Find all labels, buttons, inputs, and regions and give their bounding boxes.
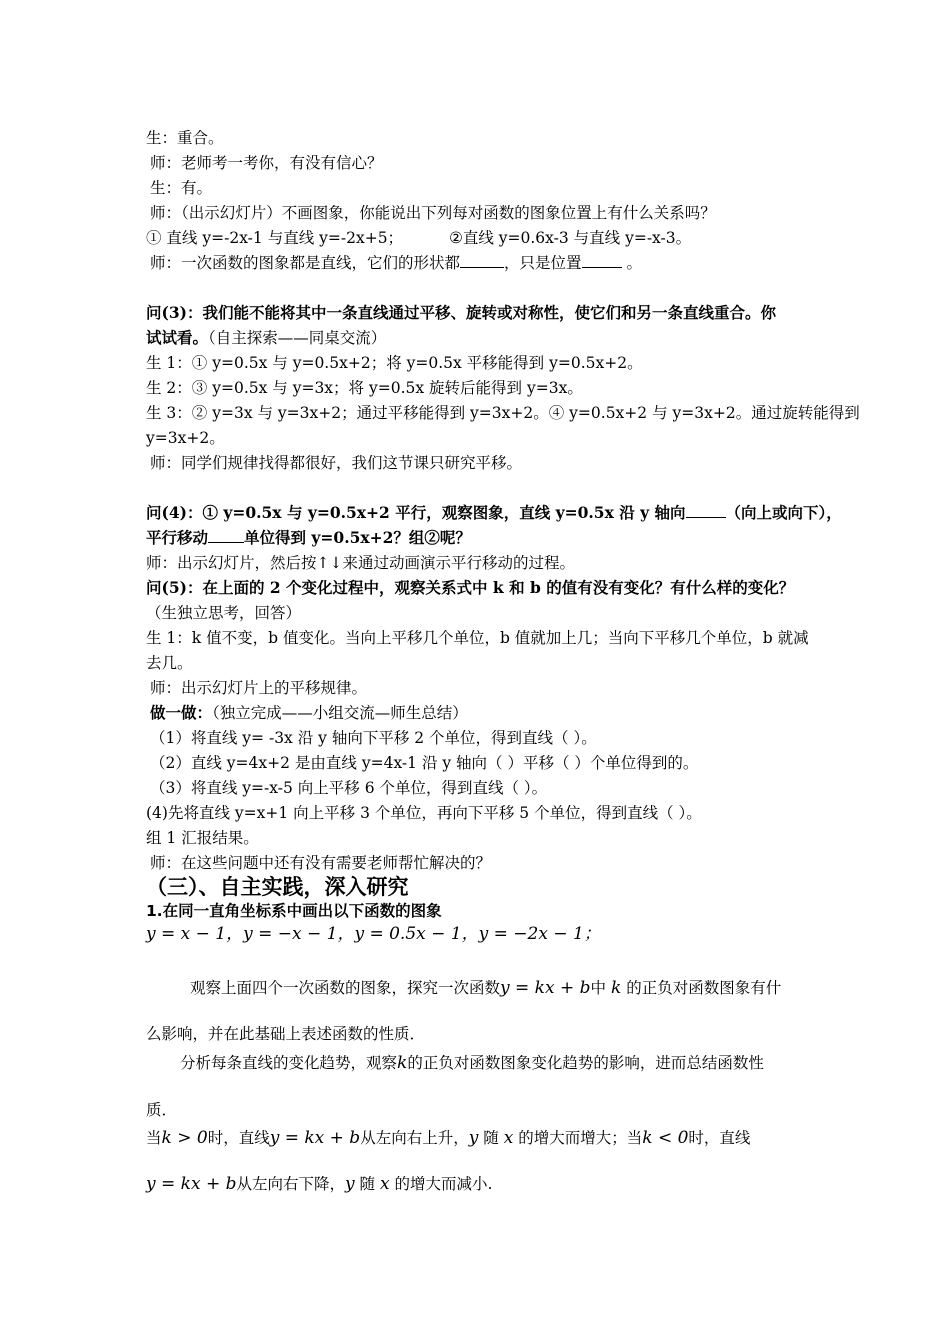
dialogue-line xyxy=(146,128,224,148)
text: 师：一次函数的图象都是直线，它们的形状都 xyxy=(150,254,461,272)
formula: k < 0 xyxy=(642,1128,689,1148)
text: 单位得到 y=0.5x+2？组②呢？ xyxy=(244,528,471,547)
text: 的正负对函数图象有什 xyxy=(626,979,782,997)
formula: x xyxy=(380,1174,390,1194)
question-3 xyxy=(146,303,776,323)
text: ，只是位置 xyxy=(504,254,582,272)
text: （生独立思考，回答） xyxy=(146,604,302,622)
formula: y xyxy=(345,1174,355,1194)
answer-blank xyxy=(208,528,244,543)
question-pairs-line xyxy=(146,228,691,248)
formula: k > 0 xyxy=(161,1128,208,1148)
text: 做一做： xyxy=(150,703,213,722)
exercise-item xyxy=(150,778,547,798)
dialogue-line xyxy=(150,203,716,223)
question-3-cont xyxy=(146,328,386,348)
text: （3）将直线 y=-x-5 向上平移 6 个单位，得到直线（ ）。 xyxy=(150,779,548,797)
formula: k xyxy=(610,978,622,998)
text: 么影响，并在此基础上表述函数的性质． xyxy=(146,1025,426,1043)
text: （2）直线 y=4x+2 是由直线 y=4x-1 沿 y 轴向（ ）平移（ ）个单位得到的。 xyxy=(150,754,699,772)
formula: y = kx + b xyxy=(500,978,591,998)
formula: y = kx + b xyxy=(146,1174,237,1194)
dialogue-line xyxy=(150,178,212,198)
text: y=3x+2。 xyxy=(146,429,225,447)
teacher-line xyxy=(146,553,575,573)
text: 从左向右上升， xyxy=(360,1129,469,1147)
answer-blank xyxy=(582,253,622,268)
text: 的增大而增大；当 xyxy=(518,1129,643,1147)
fill-blank-line xyxy=(150,253,642,273)
paragraph-line xyxy=(146,1024,425,1044)
exercise-item xyxy=(150,753,698,773)
exercise-item xyxy=(150,728,597,748)
answer-blank xyxy=(460,253,504,268)
text: 平行移动 xyxy=(146,528,209,547)
text: 师：老师考一考你，有没有信心？ xyxy=(150,154,383,172)
text: 的增大而减小. xyxy=(394,1175,493,1193)
student-answer-cont xyxy=(146,428,225,448)
student-answer xyxy=(146,628,809,648)
report-line xyxy=(146,828,259,848)
text: 当 xyxy=(146,1129,162,1147)
text: 从左向右下降， xyxy=(236,1175,345,1193)
text: 生：有。 xyxy=(150,179,213,197)
text: 师：出示幻灯片，然后按↑↓来通过动画演示平行移动的过程。 xyxy=(146,554,575,572)
student-answer xyxy=(146,378,583,398)
text: （三）、自主实践，深入研究 xyxy=(146,875,409,899)
text: y = x − 1，y = −x − 1，y = 0.5x − 1，y = −2x − 1； xyxy=(146,924,601,944)
question-5 xyxy=(146,578,794,598)
instruction-line xyxy=(146,603,301,623)
text: 质． xyxy=(146,1101,178,1119)
function-list xyxy=(146,924,601,944)
text: 时，直线 xyxy=(688,1129,751,1147)
paragraph-line xyxy=(146,1100,177,1120)
text: 师：同学们规律找得都很好，我们这节课只研究平移。 xyxy=(150,454,523,472)
text: 去几。 xyxy=(146,654,193,672)
text: (4)先将直线 y=x+1 向上平移 3 个单位，再向下平移 5 个单位，得到直线（ ）。 xyxy=(146,804,702,822)
paragraph-line xyxy=(190,978,781,998)
teacher-line xyxy=(150,678,367,698)
text: 问(5)：在上面的 2 个变化过程中，观察关系式中 k 和 b 的值有没有变化？有什么样的变化？ xyxy=(146,578,795,597)
text: 观察上面四个一次函数的图象，探究一次函数 xyxy=(190,979,501,997)
text: 1.在同一直角坐标系中画出以下函数的图象 xyxy=(146,902,442,920)
text: （1）将直线 y= -3x 沿 y 轴向下平移 2 个单位，得到直线（ ）。 xyxy=(150,729,597,747)
text: 时，直线 xyxy=(207,1129,270,1147)
text: 随 xyxy=(359,1175,376,1193)
answer-blank xyxy=(686,503,726,518)
text: 组 1 汇报结果。 xyxy=(146,829,259,847)
text: 。 xyxy=(626,254,642,272)
text: ① 直线 y=-2x-1 与直线 y=-2x+5； xyxy=(146,229,404,247)
text: ②直线 y=0.6x-3 与直线 y=-x-3。 xyxy=(448,229,692,247)
text: 的正负对函数图象变化趋势的影响，进而总结函数性 xyxy=(407,1054,764,1072)
text: 师：出示幻灯片上的平移规律。 xyxy=(150,679,368,697)
text: 生：重合。 xyxy=(146,129,224,147)
student-answer-cont xyxy=(146,653,193,673)
text: 问(4)：① y=0.5x 与 y=0.5x+2 平行，观察图象，直线 y=0.5x 沿 y 轴向 xyxy=(146,503,686,522)
text: 随 xyxy=(483,1129,499,1147)
text: （向上或向下）， xyxy=(725,503,842,522)
text: 生 1：k 值不变，b 值变化。当向上平移几个单位，b 值就加上几；当向下平移几个单位，b 就减 xyxy=(146,629,809,647)
subsection-heading xyxy=(146,901,442,921)
text: 问(3)：我们能不能将其中一条直线通过平移、旋转或对称性，使它们和另一条直线重合。你 xyxy=(146,303,776,322)
text: （自主探索——同桌交流） xyxy=(208,329,387,347)
exercise-heading xyxy=(150,703,468,723)
exercise-item xyxy=(146,803,702,823)
student-answer xyxy=(146,403,860,423)
text: 师：在这些问题中还有没有需要老师帮忙解决的？ xyxy=(150,854,492,872)
question-4 xyxy=(146,503,842,523)
text: （独立完成——小组交流—师生总结） xyxy=(212,704,468,722)
formula: y xyxy=(468,1128,479,1148)
section-heading xyxy=(146,874,409,900)
teacher-line xyxy=(150,453,522,473)
text: 生 2：③ y=0.5x 与 y=3x；将 y=0.5x 旋转后能得到 y=3x。 xyxy=(146,379,583,397)
formula: k xyxy=(397,1053,408,1073)
text: 生 3：② y=3x 与 y=3x+2；通过平移能得到 y=3x+2。④ y=0.5x+2 与 y=3x+2。通过旋转能得到 xyxy=(146,404,860,422)
paragraph-line xyxy=(146,1174,492,1194)
text: 试试看。 xyxy=(146,328,209,347)
text: 生 1：① y=0.5x 与 y=0.5x+2；将 y=0.5x 平移能得到 y=0.5x+2。 xyxy=(146,354,643,372)
paragraph-line xyxy=(146,1128,750,1148)
formula: y = kx + b xyxy=(269,1128,361,1148)
text: 分析每条直线的变化趋势，观察 xyxy=(180,1054,398,1072)
question-4-cont xyxy=(146,528,471,548)
teacher-line xyxy=(150,853,491,873)
text: 师：（出示幻灯片）不画图象，你能说出下列每对函数的图象位置上有什么关系吗？ xyxy=(150,204,716,222)
student-answer xyxy=(146,353,643,373)
paragraph-line xyxy=(180,1053,764,1073)
dialogue-line xyxy=(150,153,383,173)
text: 中 xyxy=(590,979,607,997)
formula: x xyxy=(503,1128,514,1148)
